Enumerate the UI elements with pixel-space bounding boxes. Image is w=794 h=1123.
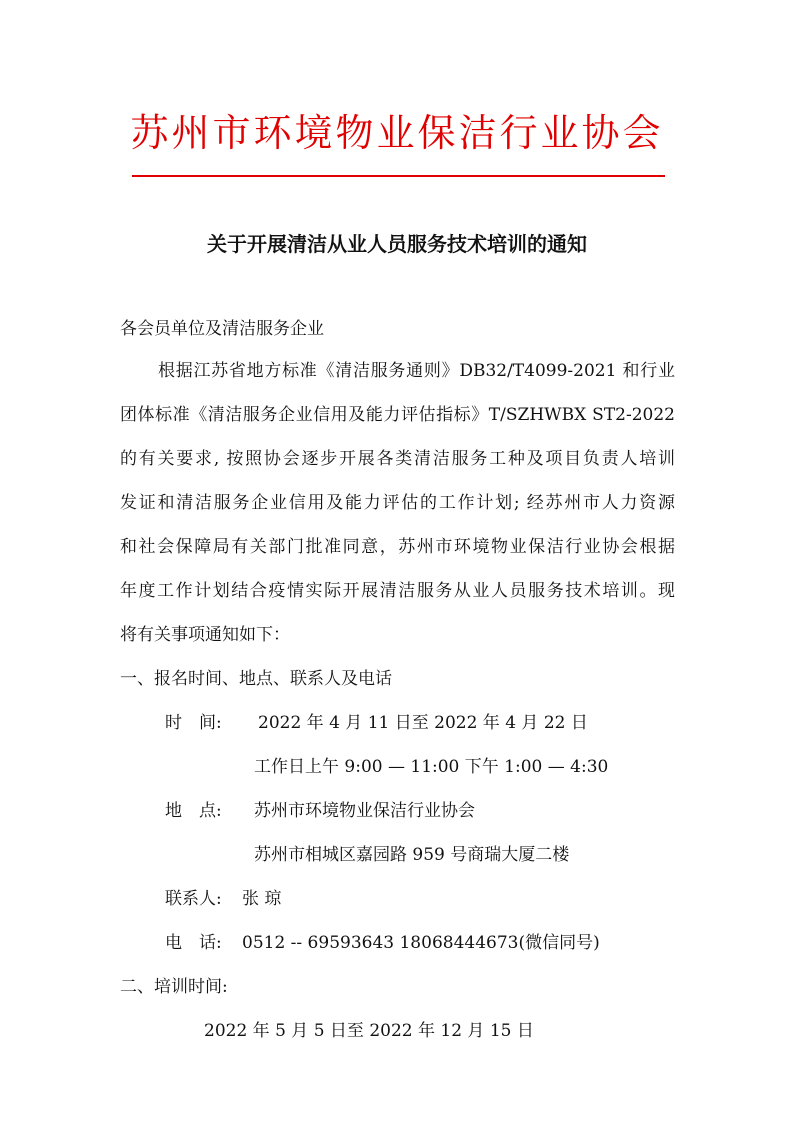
body-line-7: 将有关事项通知如下： [120, 625, 290, 645]
phone-value: 0512 -- 69593643 18068444673(微信同号) [242, 933, 600, 953]
body-line-3: 的有关要求, 按照协会逐步开展各类清洁服务工种及项目负责人培训 [120, 449, 675, 469]
header-divider [132, 175, 665, 177]
time-value: 2022 年 4 月 11 日至 2022 年 4 月 22 日 [258, 713, 588, 733]
training-dates: 2022 年 5 月 5 日至 2022 年 12 月 15 日 [204, 1021, 534, 1041]
office-hours: 工作日上午 9:00 — 11:00 下午 1:00 — 4:30 [254, 757, 609, 777]
contact-label: 联系人: [165, 889, 222, 909]
phone-label: 电 话: [165, 933, 222, 953]
notice-title: 关于开展清洁从业人员服务技术培训的通知 [207, 232, 587, 256]
section2-heading: 二、培训时间: [120, 977, 228, 997]
contact-value: 张 琼 [242, 889, 282, 909]
body-line-2: 团体标准《清洁服务企业信用及能力评估指标》T/SZHWBX ST2-2022 [120, 405, 675, 425]
place-label: 地 点: [165, 801, 222, 821]
body-line-1: 根据江苏省地方标准《清洁服务通则》DB32/T4099-2021 和行业 [158, 361, 675, 381]
address-value: 苏州市相城区嘉园路 959 号商瑞大厦二楼 [254, 845, 570, 865]
section1-heading: 一、报名时间、地点、联系人及电话 [120, 669, 392, 689]
salutation: 各会员单位及清洁服务企业 [120, 319, 324, 339]
place-value: 苏州市环境物业保洁行业协会 [254, 801, 475, 821]
time-label: 时 间: [165, 713, 222, 733]
body-line-6: 年度工作计划结合疫情实际开展清洁服务从业人员服务技术培训。现 [120, 581, 675, 601]
body-line-5: 和社会保障局有关部门批准同意，苏州市环境物业保洁行业协会根据 [120, 537, 675, 557]
body-line-4: 发证和清洁服务企业信用及能力评估的工作计划; 经苏州市人力资源 [120, 493, 675, 513]
org-title: 苏州市环境物业保洁行业协会 [130, 111, 664, 155]
